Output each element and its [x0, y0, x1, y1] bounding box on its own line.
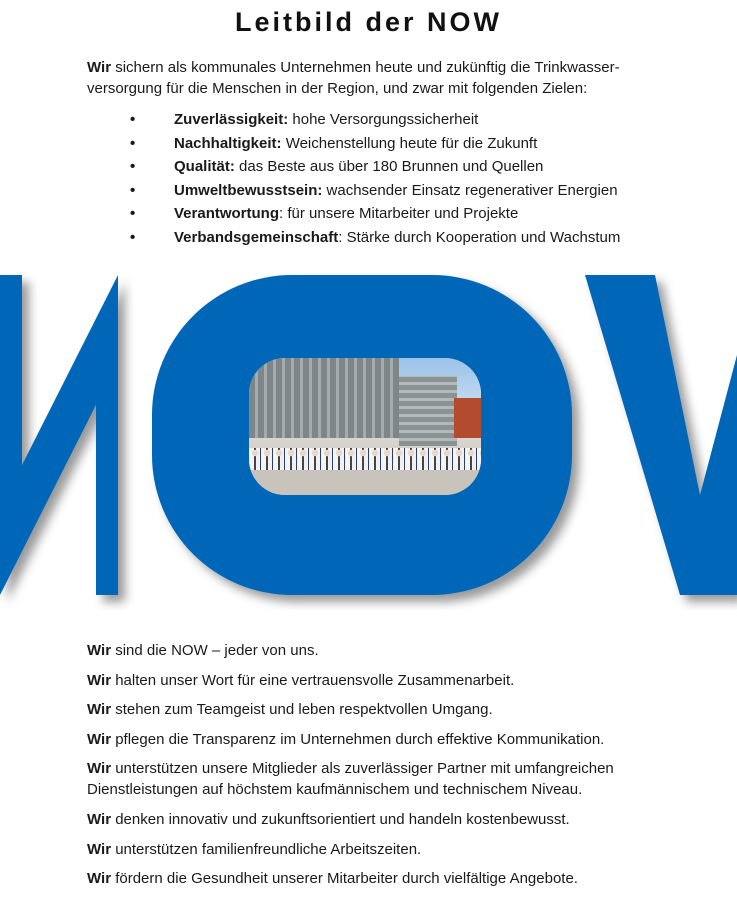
- photo-roof: [454, 398, 481, 438]
- intro-text: sichern als kommunales Unternehmen heute und zukünftig die Trinkwasser- versorgung für die Menschen in der Region, und zwar mit folgenden Zielen:: [87, 59, 620, 97]
- statement-text: unterstützen unsere Mitglieder als zuverlässiger Partner mit umfangreichen Dienstleistungen auf höchstem kaufmännischem und technischem Niveau.: [87, 760, 614, 799]
- goal-item: [130, 179, 730, 203]
- statement-lead: Wir: [87, 730, 112, 748]
- goals-list: [130, 108, 730, 250]
- statement: [87, 670, 687, 691]
- bullet-icon: •: [130, 181, 136, 199]
- statement-lead: Wir: [87, 701, 112, 719]
- bullet-icon: •: [130, 158, 136, 176]
- logo-letter-n: [0, 275, 118, 595]
- statements-section: [87, 640, 687, 898]
- goal-term: Nachhaltigkeit:: [174, 134, 282, 152]
- statement-text: pflegen die Transparenz im Unternehmen durch effektive Kommunikation.: [111, 730, 605, 748]
- goal-item: [130, 202, 730, 226]
- bullet-icon: •: [130, 111, 136, 128]
- bullet-icon: •: [130, 228, 136, 246]
- statement-text: sind die NOW – jeder von uns.: [111, 642, 319, 659]
- goal-item: [130, 155, 730, 179]
- statement-lead: Wir: [87, 840, 112, 858]
- photo-building: [399, 376, 457, 446]
- statement-lead: Wir: [87, 760, 112, 778]
- goal-item: [130, 226, 730, 250]
- photo-building: [249, 358, 399, 438]
- goal-text: hohe Versorgungssicherheit: [288, 111, 479, 128]
- bullet-icon: •: [130, 205, 136, 223]
- goal-item: [130, 132, 730, 156]
- logo-letter-w: [585, 275, 737, 595]
- statement: [87, 868, 687, 889]
- photo-crowd: [249, 448, 481, 470]
- goal-term: Verantwortung: [174, 205, 280, 223]
- statement-text: fördern die Gesundheit unserer Mitarbeiter durch vielfältige Angebote.: [111, 870, 578, 888]
- statement: [87, 699, 687, 720]
- page-title: Leitbild der NOW: [235, 7, 502, 37]
- statement-text: unterstützen familienfreundliche Arbeitszeiten.: [111, 840, 422, 858]
- goal-term: Umweltbewusstsein:: [174, 181, 323, 199]
- statement-text: stehen zum Teamgeist und leben respektvollen Umgang.: [111, 701, 493, 719]
- team-photo: [249, 358, 481, 495]
- intro-lead: Wir: [87, 59, 112, 76]
- statement-lead: Wir: [87, 642, 112, 659]
- statement: [87, 839, 687, 860]
- goal-text: Weichenstellung heute für die Zukunft: [281, 134, 538, 152]
- goal-text: wachsender Einsatz regenerativer Energien: [322, 181, 618, 199]
- goal-term: Qualität:: [174, 158, 235, 176]
- goal-term: Zuverlässigkeit:: [174, 111, 289, 128]
- statement: [87, 758, 687, 800]
- intro-paragraph: [87, 57, 687, 99]
- bullet-icon: •: [130, 134, 136, 152]
- goal-item: [130, 108, 730, 132]
- goal-text: das Beste aus über 180 Brunnen und Quellen: [234, 158, 544, 176]
- statement: [87, 809, 687, 830]
- statement: [87, 640, 687, 661]
- statement-text: halten unser Wort für eine vertrauensvolle Zusammenarbeit.: [111, 671, 515, 689]
- statement-lead: Wir: [87, 810, 112, 828]
- goal-text: : für unsere Mitarbeiter und Projekte: [279, 205, 519, 223]
- statement-lead: Wir: [87, 870, 112, 888]
- statement-text: denken innovativ und zukunftsorientiert und handeln kostenbewusst.: [111, 810, 570, 828]
- statement: [87, 729, 687, 750]
- goal-term: Verbandsgemeinschaft: [174, 228, 339, 246]
- goal-text: : Stärke durch Kooperation und Wachstum: [338, 228, 621, 246]
- statement-lead: Wir: [87, 671, 112, 689]
